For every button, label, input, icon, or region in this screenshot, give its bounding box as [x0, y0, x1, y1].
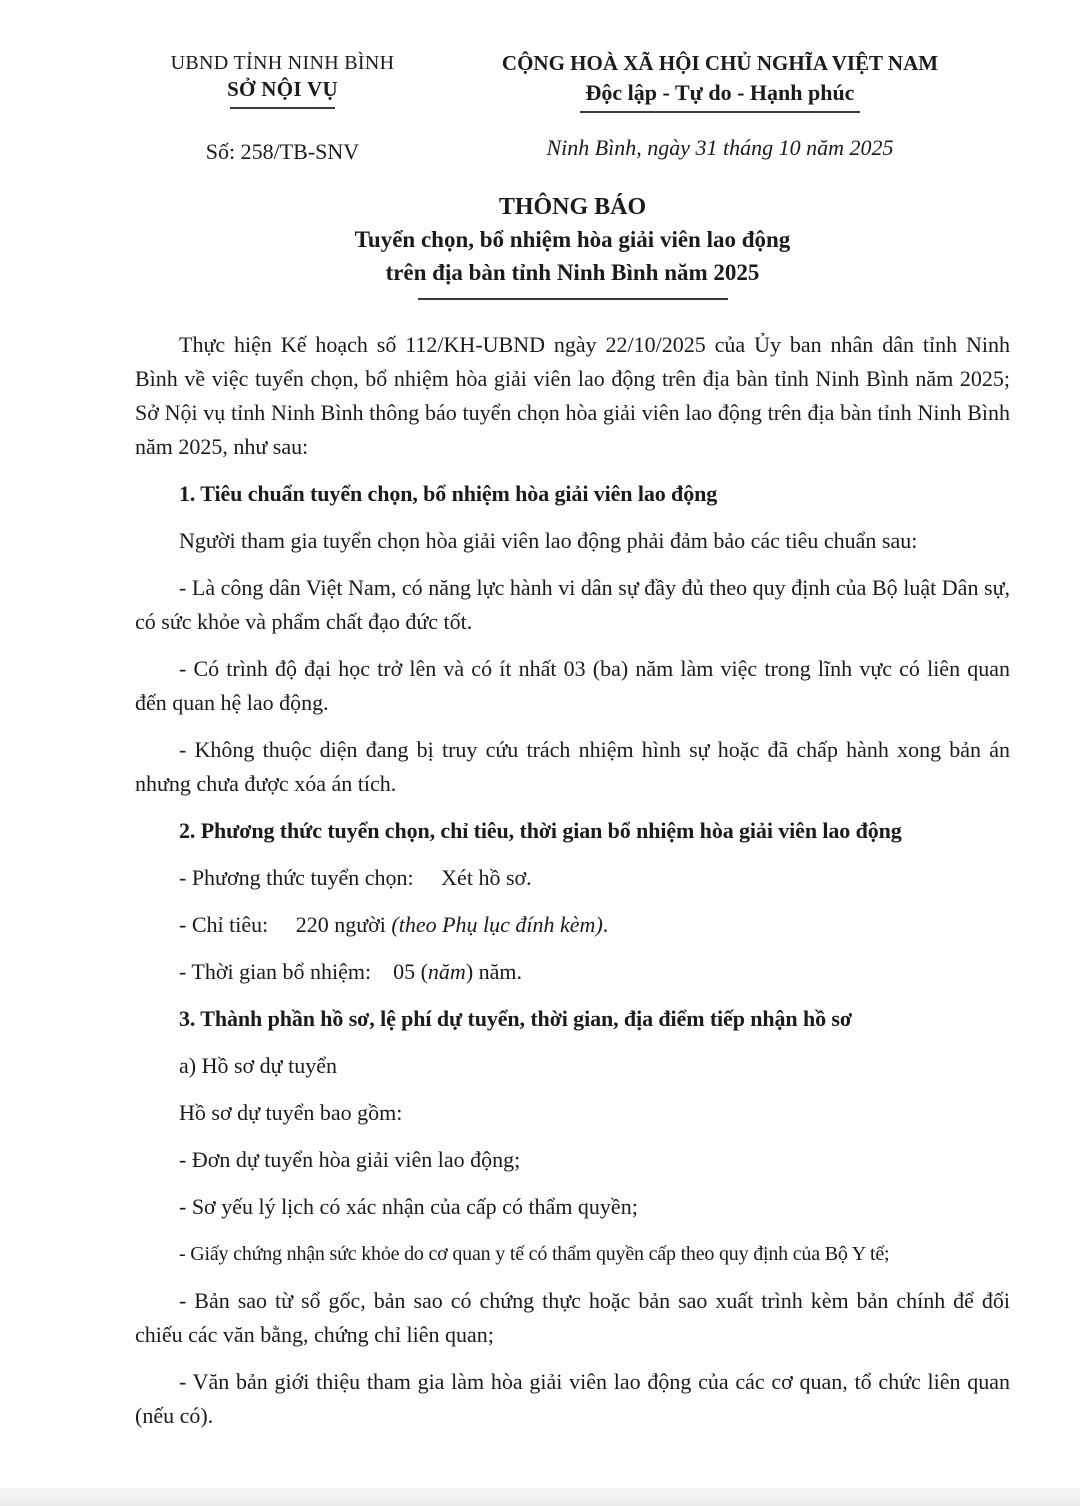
title-divider-rule [418, 298, 728, 300]
place-and-date: Ninh Bình, ngày 31 tháng 10 năm 2025 [546, 135, 894, 160]
list-item-cv: - Sơ yếu lý lịch có xác nhận của cấp có thẩm quyền; [179, 1194, 638, 1219]
section-3-heading: 3. Thành phần hồ sơ, lệ phí dự tuyển, thời gian, địa điểm tiếp nhận hồ sơ [179, 1006, 852, 1031]
list-item-method: - Phương thức tuyển chọn: Xét hồ sơ. [179, 865, 532, 890]
list-item-criminal-record: - Không thuộc diện đang bị truy cứu trách nhiệm hình sự hoặc đã chấp hành xong bản án nhưng chưa được xóa án tích. [135, 737, 1010, 796]
paragraph-intro: Thực hiện Kế hoạch số 112/KH-UBND ngày 22/10/2025 của Ủy ban nhân dân tỉnh Ninh Bình về việc tuyển chọn, bổ nhiệm hòa giải viên lao động trên địa bàn tỉnh Ninh Bình năm 2025; Sở Nội vụ tỉnh Ninh Bình thông báo tuyển chọn hòa giải viên lao động trên địa bàn tỉnh Ninh Bình năm 2025, như sau: [135, 332, 1010, 459]
document-subject-line-1: Tuyển chọn, bổ nhiệm hòa giải viên lao động [354, 227, 791, 252]
list-item-certified-copies: - Bản sao từ sổ gốc, bản sao có chứng thực hoặc bản sao xuất trình kèm bản chính để đối chiếu các văn bằng, chứng chỉ liên quan; [135, 1288, 1010, 1347]
list-item-health-certificate: - Giấy chứng nhận sức khỏe do cơ quan y tế có thẩm quyền cấp theo quy định của Bộ Y tế; [179, 1243, 890, 1265]
org-parent-name: UBND TỈNH NINH BÌNH [170, 52, 395, 74]
document-body [135, 328, 1010, 1433]
org-name: SỞ NỘI VỤ [227, 77, 338, 101]
national-motto-wrap [430, 77, 1010, 113]
org-name-underline [230, 107, 335, 109]
document-type-title: THÔNG BÁO [498, 194, 647, 220]
document-subject-line-2: trên địa bàn tỉnh Ninh Bình năm 2025 [385, 260, 760, 285]
list-item-introduction-letter: - Văn bản giới thiệu tham gia làm hòa giải viên lao động của các cơ quan, tổ chức liên quan (nếu có). [135, 1369, 1010, 1428]
list-item-citizen: - Là công dân Việt Nam, có năng lực hành vi dân sự đầy đủ theo quy định của Bộ luật Dân sự, có sức khỏe và phẩm chất đạo đức tốt. [135, 575, 1010, 634]
text-segment-italic: (theo Phụ lục đính kèm) [391, 912, 603, 937]
list-item-education: - Có trình độ đại học trở lên và có ít nhất 03 (ba) năm làm việc trong lĩnh vực có liên quan đến quan hệ lao động. [135, 656, 1010, 715]
text-segment-italic: năm [427, 959, 466, 984]
list-item-term [135, 955, 1010, 989]
text-segment: - Thời gian bổ nhiệm: 05 ( [179, 959, 428, 984]
national-motto: Độc lập - Tự do - Hạnh phúc [580, 79, 861, 113]
text-segment: ) năm. [465, 959, 523, 984]
viewer-bottom-bar [0, 1488, 1080, 1506]
list-item-application-form: - Đơn dự tuyển hòa giải viên lao động; [179, 1147, 521, 1172]
list-item-quota [135, 908, 1010, 942]
text-segment: - Chỉ tiêu: 220 người [179, 912, 392, 937]
paragraph-dossier-intro: Hồ sơ dự tuyển bao gồm: [179, 1100, 403, 1125]
document-title-block [135, 191, 1010, 300]
document-number: Số: 258/TB-SNV [205, 139, 360, 164]
national-header-block [430, 50, 1010, 165]
paragraph-dossier-label: a) Hồ sơ dự tuyển [179, 1053, 337, 1078]
paragraph-criteria-intro: Người tham gia tuyển chọn hòa giải viên lao động phải đảm bảo các tiêu chuẩn sau: [179, 528, 918, 553]
document-header [135, 50, 1010, 165]
issuing-org-block [135, 50, 430, 165]
section-2-heading: 2. Phương thức tuyển chọn, chỉ tiêu, thời gian bổ nhiệm hòa giải viên lao động [179, 818, 902, 843]
national-title: CỘNG HOÀ XÃ HỘI CHỦ NGHĨA VIỆT NAM [501, 51, 939, 75]
text-segment: . [602, 912, 609, 937]
section-1-heading: 1. Tiêu chuẩn tuyển chọn, bổ nhiệm hòa giải viên lao động [179, 481, 718, 506]
